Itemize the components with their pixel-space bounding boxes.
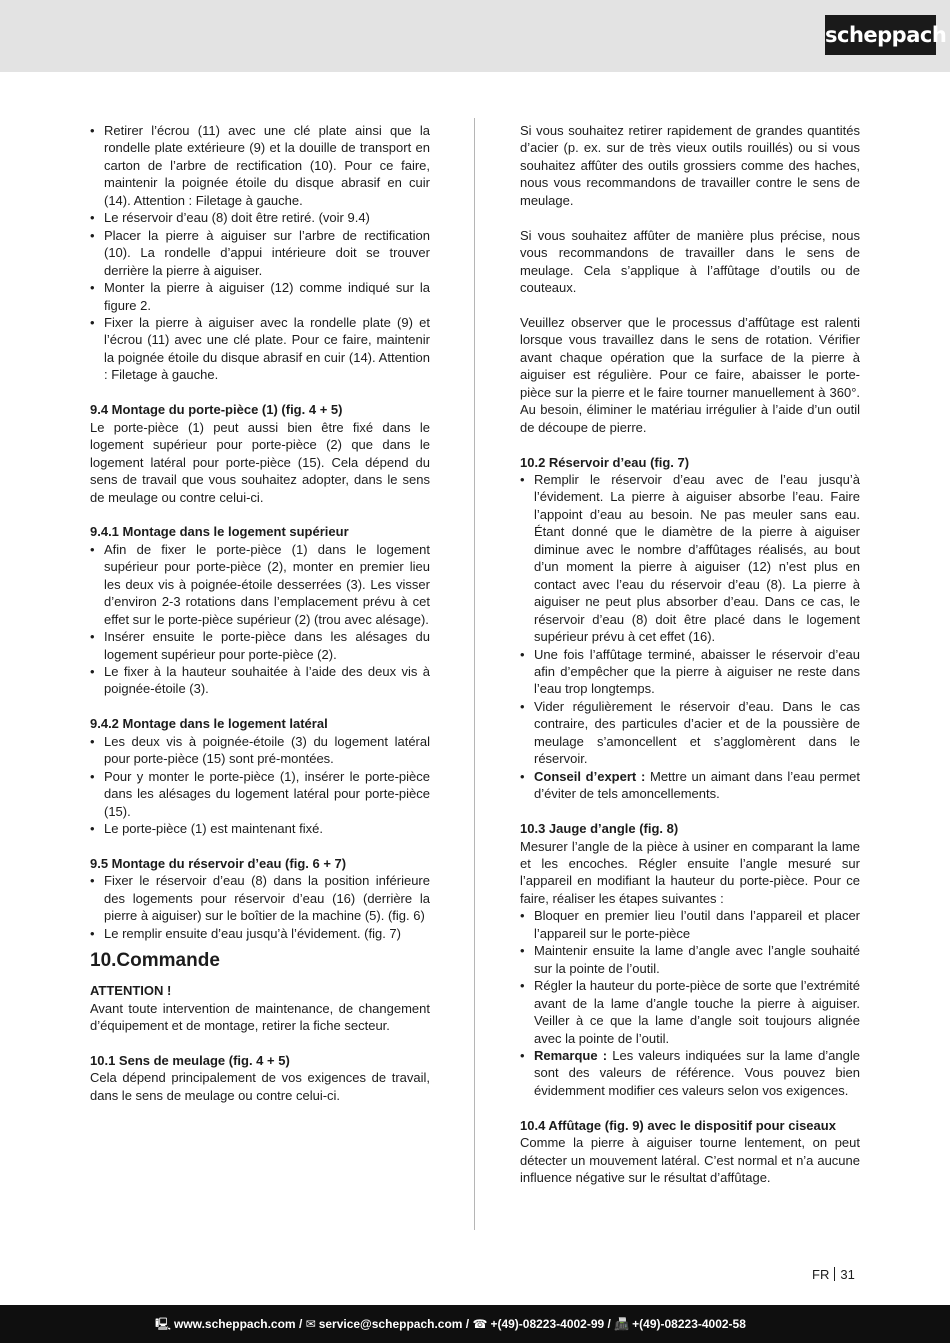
footer-email[interactable]: service@scheppach.com / [318, 1317, 470, 1331]
note-label: Remarque : [534, 1047, 608, 1063]
list-item: • Insérer ensuite le porte-pièce dans les alésages du logement supérieur pour porte-pièce (2). [90, 628, 430, 663]
section-9-4-1-heading: 9.4.1 Montage dans le logement supérieur [90, 524, 349, 540]
left-column [90, 122, 430, 1104]
page-number [812, 1266, 855, 1283]
list-item: • Le réservoir d’eau (8) doit être retiré. (voir 9.4) [90, 209, 430, 226]
page-language: FR [812, 1267, 830, 1282]
intro-bullet-list [90, 122, 430, 384]
section-9-4-text: Le porte-pièce (1) peut aussi bien être fixé dans le logement supérieur pour porte-pièce (2) que dans le logement latéral pour porte-pièce (15). Cela dépend du sens de travail que vous souhaitez adopter, dans le sens de meulage ou contre celui-ci. [90, 419, 430, 505]
list-item: • Fixer la pierre à aiguiser avec la rondelle plate (9) et l’écrou (11) avec une clé plate. Pour ce faire, maintenir la poignée étoile du disque abrasif en cuir (14). Attention : Filetage à gauche. [90, 314, 430, 384]
list-item: • Bloquer en premier lieu l’outil dans l’appareil et placer l’appareil sur le porte-pièce [520, 907, 860, 942]
section-10-2-heading: 10.2 Réservoir d’eau (fig. 7) [520, 454, 690, 470]
column-divider [474, 118, 475, 1230]
section-10-3-list [520, 907, 860, 1099]
footer-band [0, 1305, 950, 1343]
attention-text: Avant toute intervention de maintenance, de changement d’équipement et de montage, retirer la fiche secteur. [90, 1000, 430, 1034]
list-item: • Pour y monter le porte-pièce (1), insérer le porte-pièce dans les alésages du logement latéral pour porte-pièce (15). [90, 768, 430, 820]
list-item: • Retirer l’écrou (11) avec une clé plate ainsi que la rondelle plate extérieure (9) et la douille de transport en carton de l’arbre de rectification (10). Pour ce faire, maintenir la poignée étoile du disque abrasif en cuir (14). Attention : Filetage à gauche. [90, 122, 430, 209]
section-10-title [90, 942, 430, 982]
section-9-4-2-list [90, 733, 430, 838]
list-item: • Vider régulièrement le réservoir d’eau. Dans le cas contraire, des particules d’acier et de la poussière de meulage s’amoncellent et s’agglomèrent dans le réservoir. [520, 698, 860, 768]
section-10-4-heading: 10.4 Affûtage (fig. 9) avec le dispositif pour ciseaux [520, 1117, 836, 1133]
fax-icon: 📠 [614, 1317, 630, 1331]
section-10-1-text: Cela dépend principalement de vos exigences de travail, dans le sens de meulage ou contre celui-ci. [90, 1070, 430, 1103]
note-text: Les valeurs indiquées sur la lame d’angle sont des valeurs de référence. Vous pouvez bien évidemment modifier ces valeurs selon vos exigences. [534, 1047, 860, 1098]
footer-fax: +(49)-08223-4002-58 [632, 1317, 746, 1331]
section-10-3-text: Mesurer l’angle de la pièce à usiner en comparant la lame et les encoches. Régler ensuite l’angle mesuré sur l’appareil en modifiant la hauteur du porte-pièce. Pour ce faire, réaliser les étapes suivantes : [520, 838, 860, 906]
section-10-label: Commande [116, 950, 220, 972]
attention-heading: ATTENTION ! [90, 983, 172, 999]
section-9-5-heading: 9.5 Montage du réservoir d’eau (fig. 6 + 7) [90, 855, 347, 871]
list-item: • Monter la pierre à aiguiser (12) comme indiqué sur la figure 2. [90, 279, 430, 314]
phone-icon: ☎ [472, 1317, 488, 1331]
list-item: • Le porte-pièce (1) est maintenant fixé. [90, 820, 430, 837]
email-icon: ✉ [305, 1317, 316, 1331]
section-10-3-heading: 10.3 Jauge d’angle (fig. 8) [520, 821, 679, 837]
section-10-4-text: Comme la pierre à aiguiser tourne lentement, on peut détecter un mouvement latéral. C’est normal et n’a aucune influence négative sur le résultat d’affûtage. [520, 1135, 860, 1186]
list-item: • Le fixer à la hauteur souhaitée à l’aide des deux vis à poignée-étoile (3). [90, 663, 430, 698]
header-band [0, 0, 950, 72]
footer-contacts [155, 1305, 746, 1343]
section-10-number: 10. [90, 950, 117, 972]
section-10-1-heading: 10.1 Sens de meulage (fig. 4 + 5) [90, 1053, 290, 1069]
section-10-2-list [520, 471, 860, 803]
scheppach-logo: scheppach [825, 15, 936, 55]
list-item: • Une fois l’affûtage terminé, abaisser le réservoir d’eau afin d’empêcher que la pierre à aiguiser ne reste dans l’eau trop longtemps. [520, 646, 860, 698]
section-9-4-2-heading: 9.4.2 Montage dans le logement latéral [90, 716, 328, 732]
list-item: • Remplir le réservoir d’eau avec de l’eau jusqu’à l’évidement. La pierre à aiguiser absorbe l’eau. Faire l’appoint d’eau au besoin. Ne pas meuler sans eau. Étant donné que le diamètre de la pierre à aiguiser diminue avec le nombre d’affûtages réalisés, au bout d’un moment la pierre à aiguiser (12) n’est plus en contact avec l’eau du réservoir d’eau (8). La pierre à aiguiser ne peut plus absorber d’eau. Dans ce cas, le réservoir d’eau (8) doit être placé dans le logement supérieur prévu à cet effet (16). [520, 471, 860, 646]
list-item: • Le remplir ensuite d’eau jusqu’à l’évidement. (fig. 7) [90, 925, 430, 942]
footer-website[interactable]: www.scheppach.com / [174, 1317, 303, 1331]
right-column [520, 122, 860, 1187]
list-item: • Placer la pierre à aiguiser sur l’arbre de rectification (10). La rondelle d’appui intérieure doit se trouver derrière la pierre à aiguiser. [90, 227, 430, 279]
paragraph: Si vous souhaitez affûter de manière plus précise, nous vous recommandons de travailler dans le sens de meulage. Cela s’applique à l’affûtage d’outils ou de couteaux. [520, 227, 860, 296]
expert-tip-item [520, 768, 860, 803]
section-9-5-list [90, 872, 430, 942]
paragraph: Si vous souhaitez retirer rapidement de grandes quantités d’acier (p. ex. sur de très vieux outils rouillés) ou si vous souhaitez affûter des outils grossiers comme des haches, nous vous recommandons de travailler contre le sens de meulage. [520, 123, 860, 208]
list-item: • Les deux vis à poignée-étoile (3) du logement latéral pour porte-pièce (15) sont pré-montées. [90, 733, 430, 768]
list-item: • Fixer le réservoir d’eau (8) dans la position inférieure des logements pour réservoir d’eau (16) (derrière la pierre à aiguiser) sur le boîtier de la machine (5). (fig. 6) [90, 872, 430, 924]
page-number-value: 31 [840, 1267, 855, 1282]
expert-tip-text: Mettre un aimant dans l’eau permet d’éviter de tels amoncellements. [534, 768, 860, 802]
section-9-4-1-list [90, 541, 430, 698]
paragraph: Veuillez observer que le processus d’affûtage est ralenti lorsque vous travaillez dans le sens de rotation. Vérifier avant chaque opération que la surface de la pierre à aiguiser est régulière. Pour ce faire, abaisser le porte-pièce sur la pierre et le faire tourner manuellement à 360°. Au besoin, éliminer le matériau irrégulier à l’aide d’un outil de découpe de pierre. [520, 314, 860, 435]
section-9-4-heading: 9.4 Montage du porte-pièce (1) (fig. 4 + 5) [90, 402, 343, 418]
expert-tip-label: Conseil d’expert : [534, 768, 646, 784]
list-item: • Maintenir ensuite la lame d’angle avec l’angle souhaité sur la pointe de l’outil. [520, 942, 860, 977]
note-item [520, 1047, 860, 1099]
list-item: • Afin de fixer le porte-pièce (1) dans le logement supérieur pour porte-pièce (2), monter en premier lieu les deux vis à poignée-étoile desserrées (3). Les visser d’environ 2-3 rotations dans l’emplacement prévu à cet effet sur le porte-pièce supérieur (2) (trou avec alésage). [90, 541, 430, 628]
computer-icon: 🖳 [155, 1317, 172, 1331]
footer-phone: +(49)-08223-4002-99 / [490, 1317, 611, 1331]
list-item: • Régler la hauteur du porte-pièce de sorte que l’extrémité avant de la lame d’angle touche la pierre à aiguiser. Veiller à ce que la lame d’angle soit toujours alignée avec la pointe de l’outil. [520, 977, 860, 1047]
